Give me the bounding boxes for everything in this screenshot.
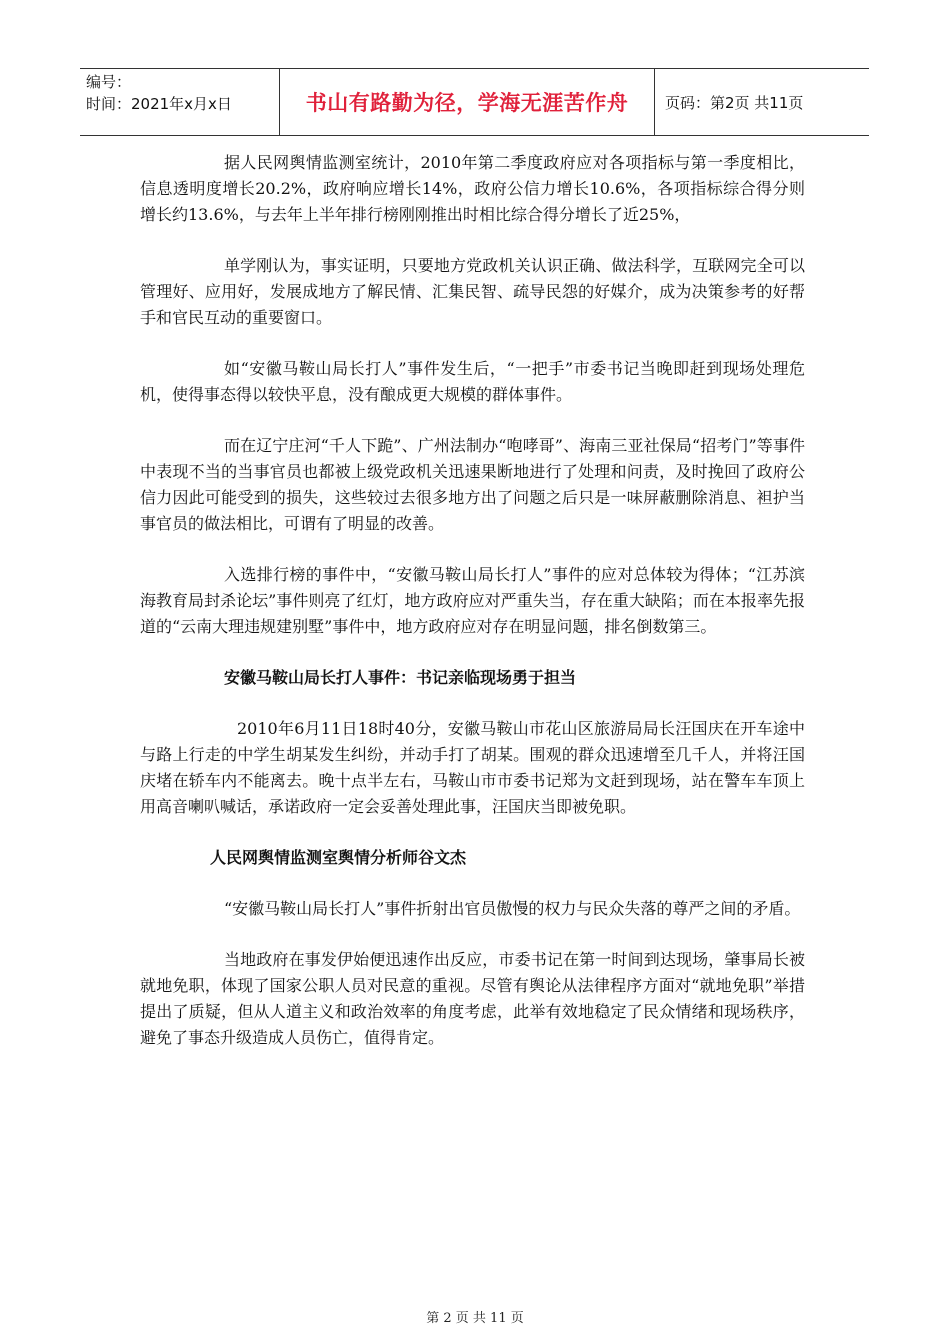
header-motto-cell <box>280 69 655 135</box>
body-paragraph: 而在辽宁庄河“千人下跪”、广州法制办“咆哮哥”、海南三亚社保局“招考门”等事件中表现不当的当事官员也都被上级党政机关迅速果断地进行了处理和问责，及时挽回了政府公信力因此可能受到的损失，这些较过去很多地方出了问题之后只是一味屏蔽删除消息、袒护当事官员的做法相比，可谓有了明显的改善。 <box>140 436 805 533</box>
analysis-paragraph: 当地政府在事发伊始便迅速作出反应，市委书记在第一时间到达现场，肇事局长被就地免职，体现了国家公职人员对民意的重视。尽管有舆论从法律程序方面对“就地免职”举措提出了质疑，但从人道主义和政治效率的角度考虑，此举有效地稳定了民众情绪和现场秩序，避免了事态升级造成人员伤亡，值得肯定。 <box>140 950 805 1047</box>
body-paragraph: 单学刚认为，事实证明，只要地方党政机关认识正确、做法科学，互联网完全可以管理好、应用好，发展成地方了解民情、汇集民智、疏导民怨的好媒介，成为决策参考的好帮手和官民互动的重要窗口。 <box>140 256 805 327</box>
analysis-paragraph: “安徽马鞍山局长打人”事件折射出官员傲慢的权力与民众失落的尊严之间的矛盾。 <box>224 899 801 918</box>
news-paragraph: 2010年6月11日18时40分，安徽马鞍山市花山区旅游局局长汪国庆在开车途中与路上行走的中学生胡某发生纠纷，并动手打了胡某。围观的群众迅速增至几千人，并将汪国庆堵在轿车内不能离去。晚十点半左右，马鞍山市市委书记郑为文赶到现场，站在警车车顶上用高音喇叭喊话，承诺政府一定会妥善处理此事，汪国庆当即被免职。 <box>140 719 805 816</box>
header-page-info: 页码：第2页 共11页 <box>665 93 804 112</box>
body-paragraph: 如“安徽马鞍山局长打人”事件发生后，“一把手”市委书记当晚即赶到现场处理危机，使得事态得以较快平息，没有酿成更大规模的群体事件。 <box>140 359 805 404</box>
body-paragraph: 据人民网舆情监测室统计，2010年第二季度政府应对各项指标与第一季度相比，信息透明度增长20.2%，政府响应增长14%，政府公信力增长10.6%，各项指标综合得分则增长约13.6%，与去年上半年排行榜刚刚推出时相比综合得分增长了近25%， <box>140 153 805 224</box>
body-paragraph: 入选排行榜的事件中，“安徽马鞍山局长打人”事件的应对总体较为得体；“江苏滨海教育局封杀论坛”事件则亮了红灯，地方政府应对严重失当，存在重大缺陷；而在本报率先报道的“云南大理违规建别墅”事件中，地方政府应对存在明显问题，排名倒数第三。 <box>140 565 805 636</box>
document-date-label: 时间：2021年x月x日 <box>86 95 232 113</box>
header-motto: 书山有路勤为径，学海无涯苦作舟 <box>305 91 629 115</box>
analyst-subheading: 人民网舆情监测室舆情分析师谷文杰 <box>210 848 467 867</box>
page-header <box>80 68 869 136</box>
document-number-label: 编号： <box>86 73 132 91</box>
section-subheading: 安徽马鞍山局长打人事件：书记亲临现场勇于担当 <box>224 668 577 687</box>
header-meta <box>80 69 280 135</box>
page-footer: 第 2 页 共 11 页 <box>426 1311 524 1326</box>
document-body <box>140 150 805 1076</box>
